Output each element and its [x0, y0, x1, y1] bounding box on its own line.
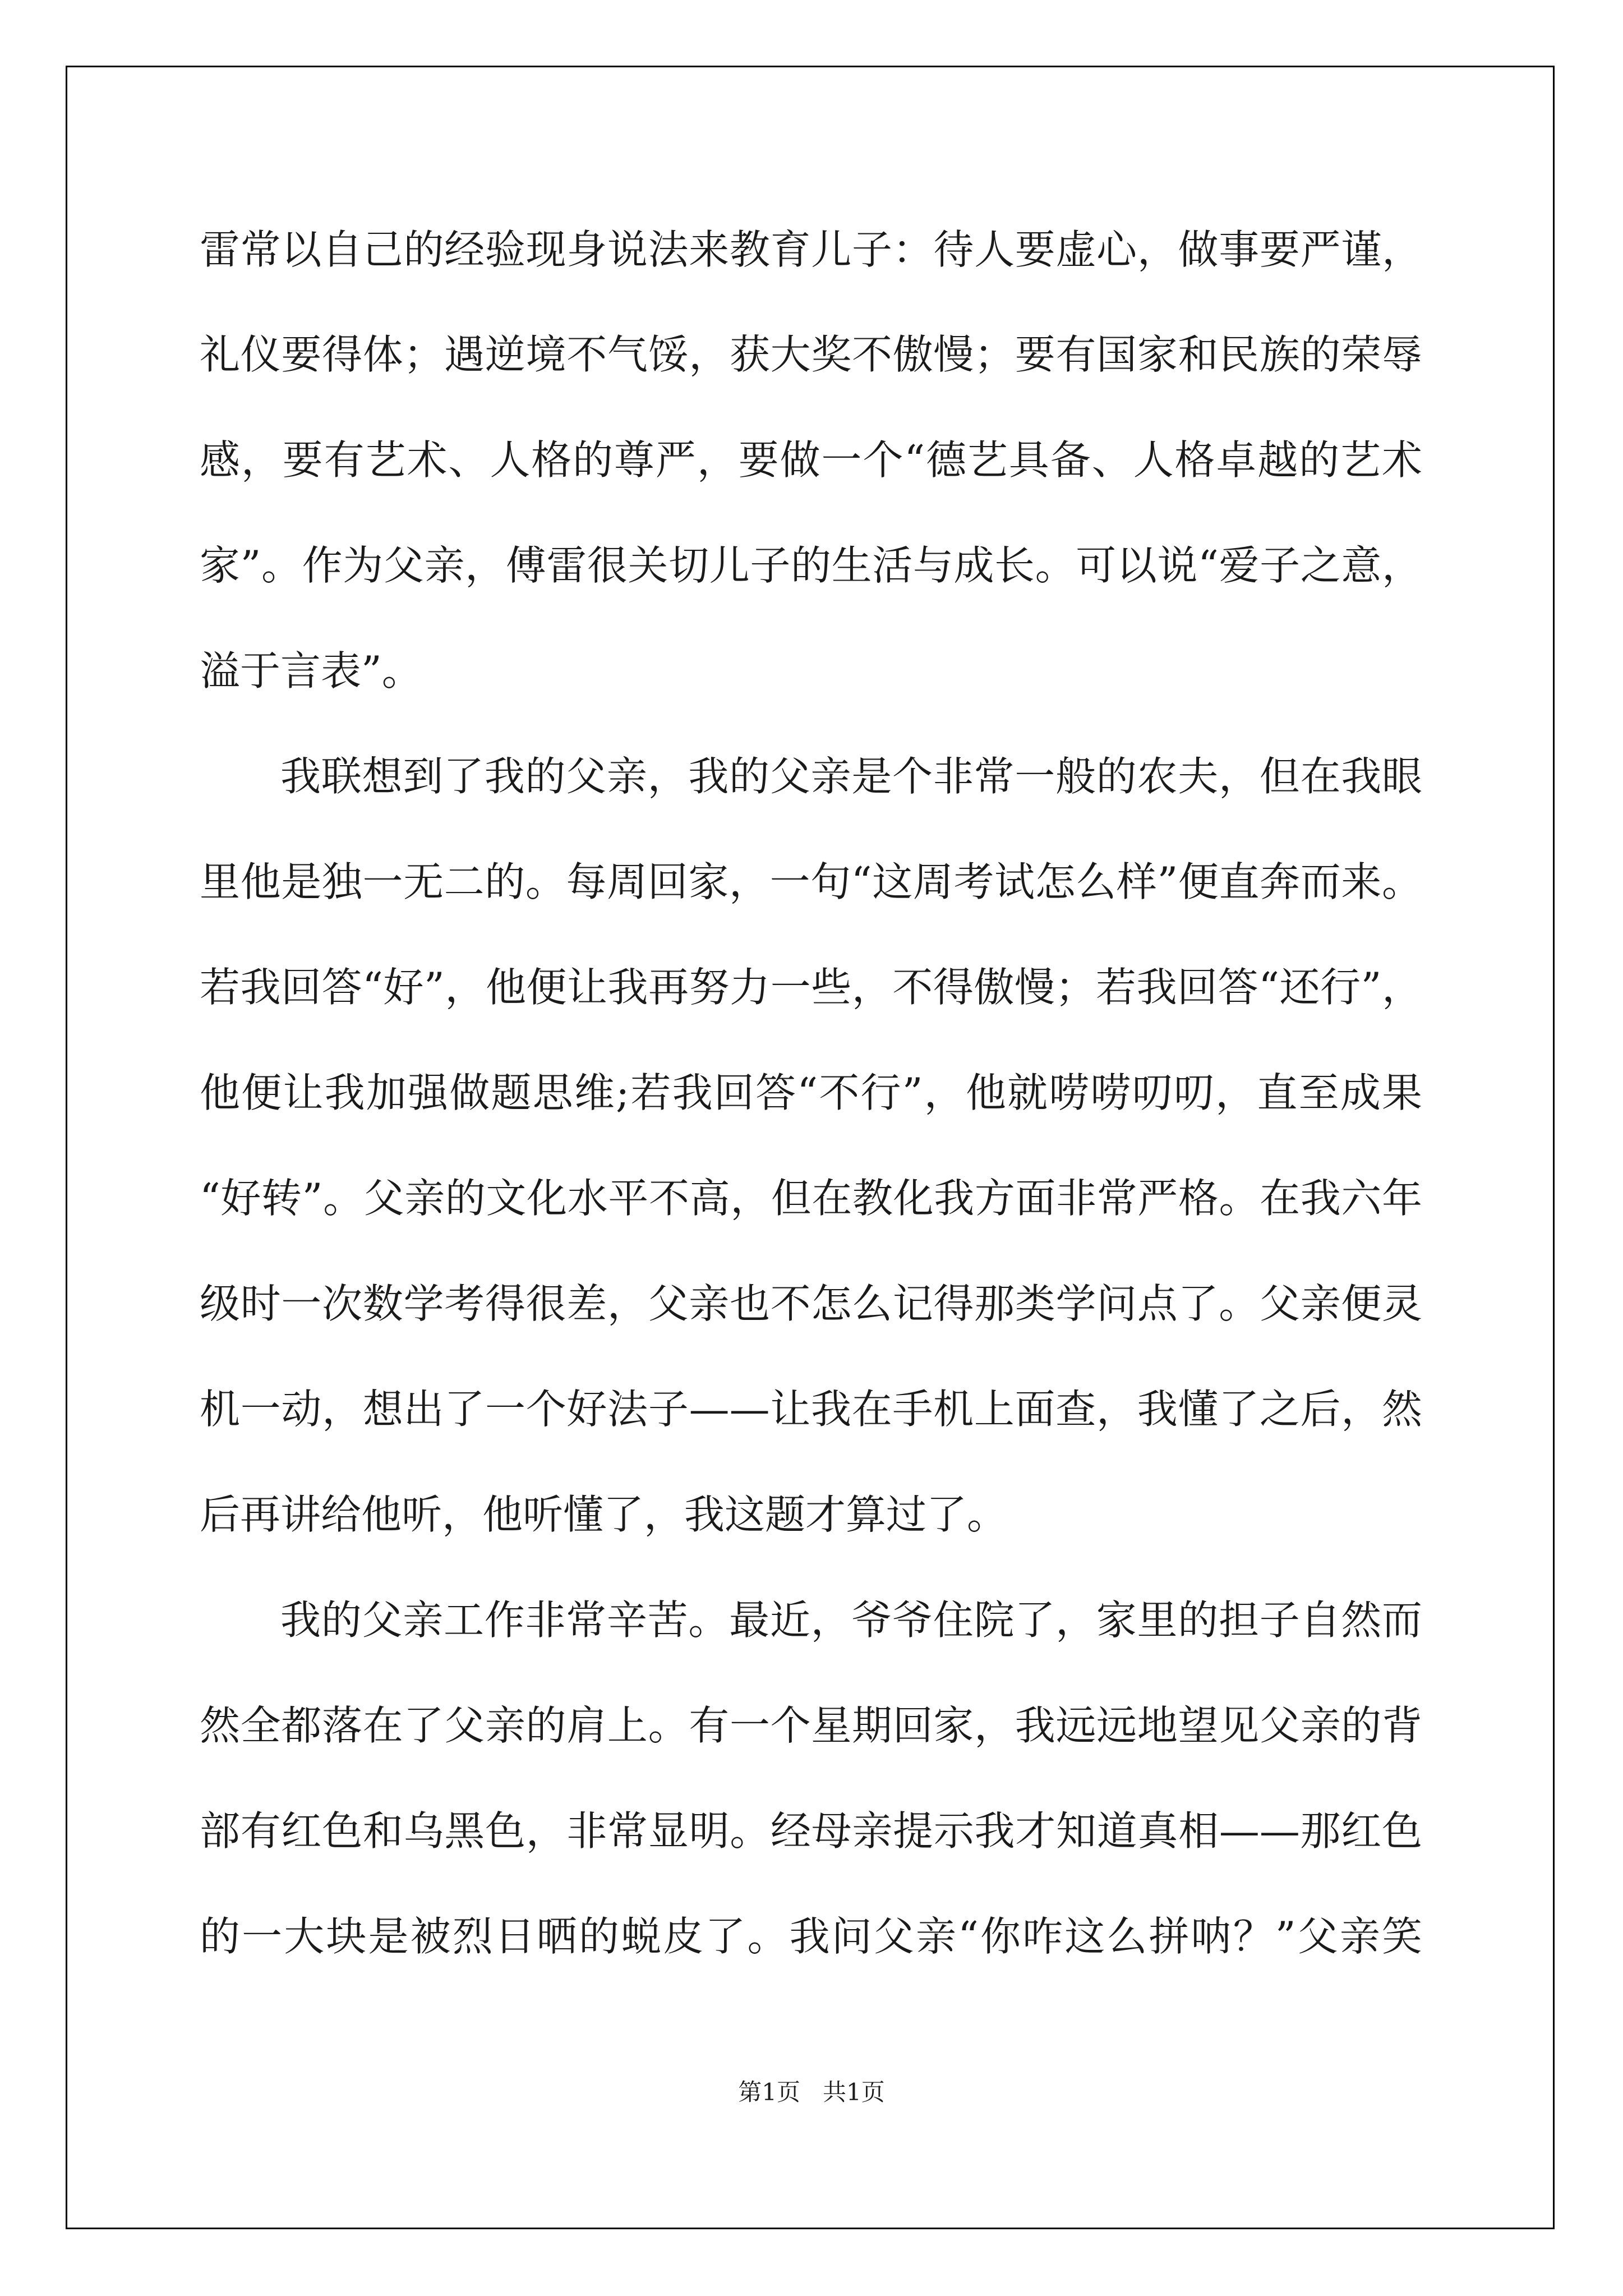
paragraph-1-line-4: 家”。作为父亲，傅雷很关切儿子的生活与成长。可以说“爱子之意，	[200, 542, 1422, 589]
paragraph-2-line-5: “好转”。父亲的文化水平不高，但在教化我方面非常严格。在我六年	[200, 1175, 1422, 1222]
paragraph-2-line-4: 他便让我加强做题思维;若我回答“不行”，他就唠唠叨叨，直至成果	[200, 1069, 1422, 1116]
paragraph-2-line-8: 后再讲给他听，他听懂了，我这题才算过了。	[200, 1491, 1008, 1538]
paragraph-1-line-5: 溢于言表”。	[200, 647, 422, 694]
paragraph-3-line-4: 的一大块是被烈日晒的蜕皮了。我问父亲“你咋这么拼呐？”父亲笑	[200, 1913, 1422, 1960]
paragraph-1-line-1: 雷常以自己的经验现身说法来教育儿子：待人要虚心，做事要严谨，	[200, 226, 1422, 273]
paragraph-2-line-7: 机一动，想出了一个好法子——让我在手机上面查，我懂了之后，然	[200, 1386, 1422, 1433]
paragraph-2-line-3: 若我回答“好”，他便让我再努力一些，不得傲慢；若我回答“还行”，	[200, 964, 1422, 1011]
paragraph-1-line-3: 感，要有艺术、人格的尊严，要做一个“德艺具备、人格卓越的艺术	[200, 436, 1422, 484]
paragraph-2-line-6: 级时一次数学考得很差，父亲也不怎么记得那类学问点了。父亲便灵	[200, 1280, 1422, 1327]
paragraph-3-line-1: 我的父亲工作非常辛苦。最近，爷爷住院了，家里的担子自然而	[280, 1596, 1422, 1644]
paragraph-3-line-2: 然全都落在了父亲的肩上。有一个星期回家，我远远地望见父亲的背	[200, 1702, 1422, 1749]
paragraph-1-line-2: 礼仪要得体；遇逆境不气馁，获大奖不傲慢；要有国家和民族的荣辱	[200, 331, 1422, 378]
paragraph-3-line-3: 部有红色和乌黑色，非常显明。经母亲提示我才知道真相——那红色	[200, 1807, 1422, 1855]
paragraph-2-line-2: 里他是独一无二的。每周回家，一句“这周考试怎么样”便直奔而来。	[200, 858, 1422, 905]
page-number-footer: 第1页 共1页	[738, 2078, 885, 2106]
paragraph-2-line-1: 我联想到了我的父亲，我的父亲是个非常一般的农夫，但在我眼	[280, 753, 1422, 800]
